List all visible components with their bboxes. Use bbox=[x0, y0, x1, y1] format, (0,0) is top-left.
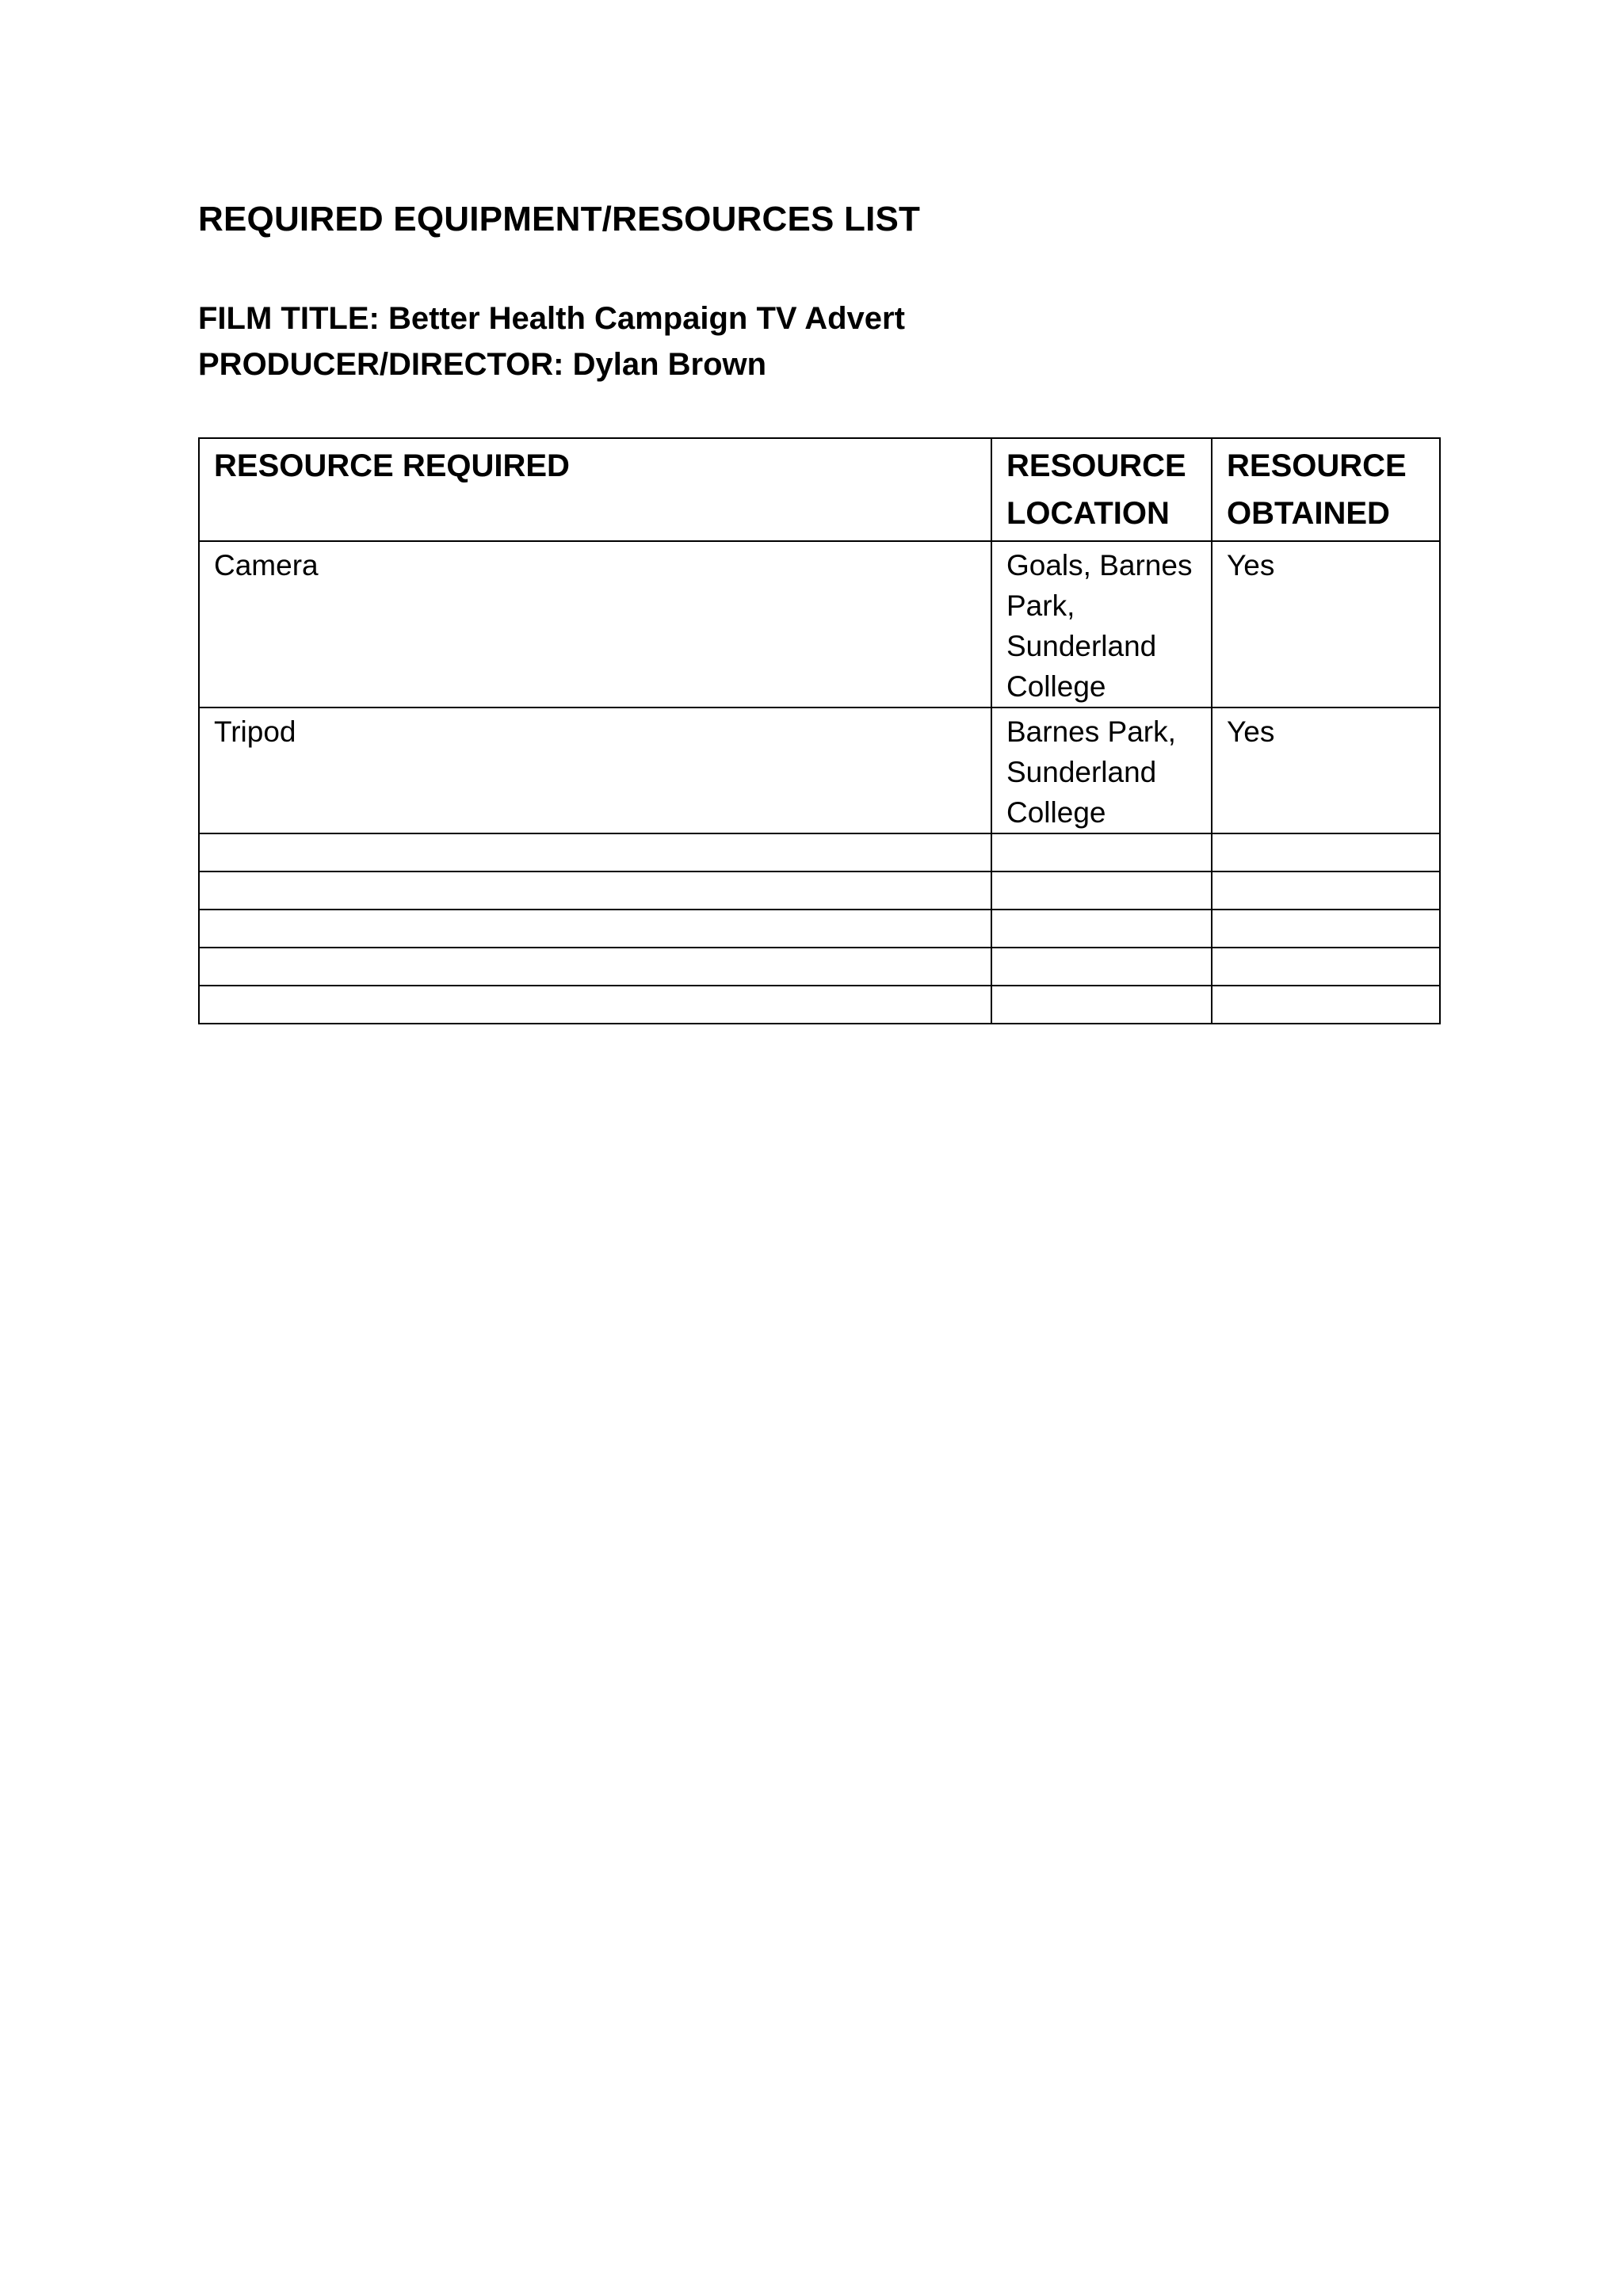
cell-obtained bbox=[1212, 871, 1440, 910]
cell-resource bbox=[199, 910, 991, 948]
cell-location bbox=[991, 833, 1212, 871]
cell-resource bbox=[199, 871, 991, 910]
table-row bbox=[199, 541, 1440, 707]
resources-table bbox=[198, 437, 1441, 1024]
cell-resource bbox=[199, 948, 991, 986]
cell-obtained bbox=[1212, 833, 1440, 871]
cell-location: Goals, Barnes Park, Sunderland College bbox=[991, 541, 1212, 707]
cell-resource bbox=[199, 986, 991, 1024]
producer-director: PRODUCER/DIRECTOR: Dylan Brown bbox=[198, 347, 767, 382]
cell-obtained: Yes bbox=[1212, 541, 1440, 707]
table-header-row bbox=[199, 438, 1440, 541]
cell-location bbox=[991, 986, 1212, 1024]
header-resource-location: RESOURCE LOCATION bbox=[991, 438, 1212, 541]
film-title: FILM TITLE: Better Health Campaign TV Advert bbox=[198, 301, 905, 336]
cell-location bbox=[991, 910, 1212, 948]
cell-resource: Tripod bbox=[199, 707, 991, 833]
cell-resource bbox=[199, 833, 991, 871]
table-row bbox=[199, 871, 1440, 910]
document-heading: REQUIRED EQUIPMENT/RESOURCES LIST bbox=[198, 200, 921, 238]
header-resource-required: RESOURCE REQUIRED bbox=[199, 438, 991, 541]
table-row bbox=[199, 910, 1440, 948]
table-row bbox=[199, 948, 1440, 986]
cell-resource: Camera bbox=[199, 541, 991, 707]
table-row bbox=[199, 986, 1440, 1024]
cell-obtained: Yes bbox=[1212, 707, 1440, 833]
cell-obtained bbox=[1212, 910, 1440, 948]
header-resource-obtained: RESOURCE OBTAINED bbox=[1212, 438, 1440, 541]
cell-location bbox=[991, 948, 1212, 986]
cell-obtained bbox=[1212, 948, 1440, 986]
cell-location bbox=[991, 871, 1212, 910]
cell-obtained bbox=[1212, 986, 1440, 1024]
table-row bbox=[199, 833, 1440, 871]
cell-location: Barnes Park, Sunderland College bbox=[991, 707, 1212, 833]
table-row bbox=[199, 707, 1440, 833]
